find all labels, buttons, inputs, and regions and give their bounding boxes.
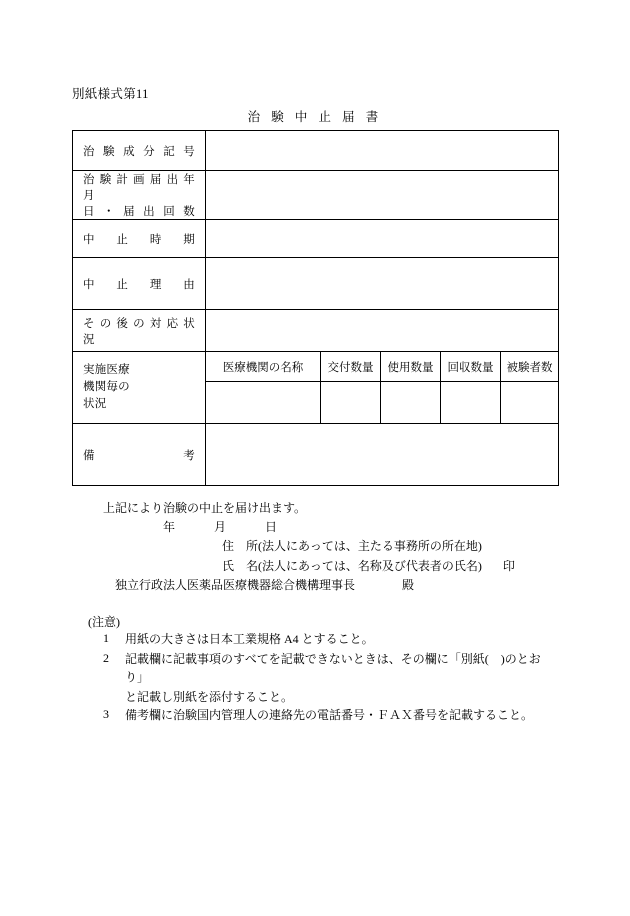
row-label-remarks [73,424,206,486]
page-title: 治 験 中 止 届 書 [247,110,383,124]
label-text-line1: 実施医療 [83,363,130,376]
note-text: 用紙の大きさは日本工業規格 A4 とすること。 [125,632,374,646]
label-text-line3: 状況 [83,398,107,411]
organization-line [115,576,414,593]
date-line [103,518,277,535]
label-text-line2: 機関毎の [83,380,130,393]
date-month-label[interactable]: 月 [214,520,227,534]
column-header-recovered-qty: 回収数量 [441,352,501,382]
table-row [73,131,559,171]
note-number: 3 [103,706,109,721]
row-value-component-code[interactable] [206,131,559,171]
address-line: 住 所(法人にあっては、主たる事務所の所在地) [222,539,482,553]
column-header-subject-count: 被験者数 [501,352,559,382]
note-text: 記載欄に記載事項のすべてを記載できないときは、その欄に「別紙( )のとおり」 [125,652,541,684]
label-text-line2: 日 ・ 届 出 回 数 [83,206,195,218]
table-header-row [73,352,559,382]
notes-list [103,631,553,727]
label-text: 中 止 時 期 [83,233,195,246]
organization-name: 独立行政法人医薬品医療機器総合機構理事長 [115,578,356,592]
cell-used-qty[interactable] [381,382,441,424]
row-label-subsequent-response [73,310,206,352]
list-item [103,707,553,724]
row-label-discontinuation-time [73,220,206,258]
table-row [73,424,559,486]
date-year-label[interactable]: 年 [163,520,176,534]
label-text: 備 考 [83,449,195,462]
note-number: 2 [103,651,109,666]
list-item [103,651,553,686]
row-label-plan-notification-date [73,171,206,220]
honorific-label: 殿 [402,578,415,592]
note-number: 1 [103,631,109,645]
cell-subject-count[interactable] [501,382,559,424]
row-value-subsequent-response[interactable] [206,310,559,352]
row-value-plan-notification-date[interactable] [206,171,559,220]
row-value-discontinuation-time[interactable] [206,220,559,258]
column-header-delivered-qty: 交付数量 [321,352,381,382]
row-label-component-code [73,131,206,171]
row-value-discontinuation-reason[interactable] [206,258,559,310]
cell-institution-name[interactable] [206,382,321,424]
table-row [73,310,559,352]
name-line-text: 氏 名(法人にあっては、名称及び代表者の氏名) [222,559,482,573]
table-row [73,258,559,310]
cell-delivered-qty[interactable] [321,382,381,424]
statement-text: 上記により治験の中止を届け出ます。 [103,501,307,515]
name-line [222,557,515,574]
label-text-line1: 治 験 計 画 届 出 年 月 [83,174,195,202]
row-label-discontinuation-reason [73,258,206,310]
note-continuation: と記載し別紙を添付すること。 [125,690,294,705]
label-text: 治 験 成 分 記 号 [83,145,195,158]
label-text: 中 止 理 由 [83,278,195,291]
form-number: 別紙様式第11 [72,87,149,101]
cell-recovered-qty[interactable] [441,382,501,424]
list-item [103,631,553,648]
date-day-label[interactable]: 日 [265,520,278,534]
column-header-used-qty: 使用数量 [381,352,441,382]
label-text: そ の 後 の 対 応 状 況 [83,317,195,346]
seal-mark: 印 [502,559,515,573]
table-row [73,171,559,220]
notes-title: (注意) [88,615,120,629]
form-table [72,130,559,486]
row-value-remarks[interactable] [206,424,559,486]
column-header-institution-name: 医療機関の名称 [206,352,321,382]
row-label-facility-status [73,352,206,424]
table-row [73,220,559,258]
note-text: 備考欄に治験国内管理人の連絡先の電話番号・ＦＡＸ番号を記載すること。 [125,707,534,722]
